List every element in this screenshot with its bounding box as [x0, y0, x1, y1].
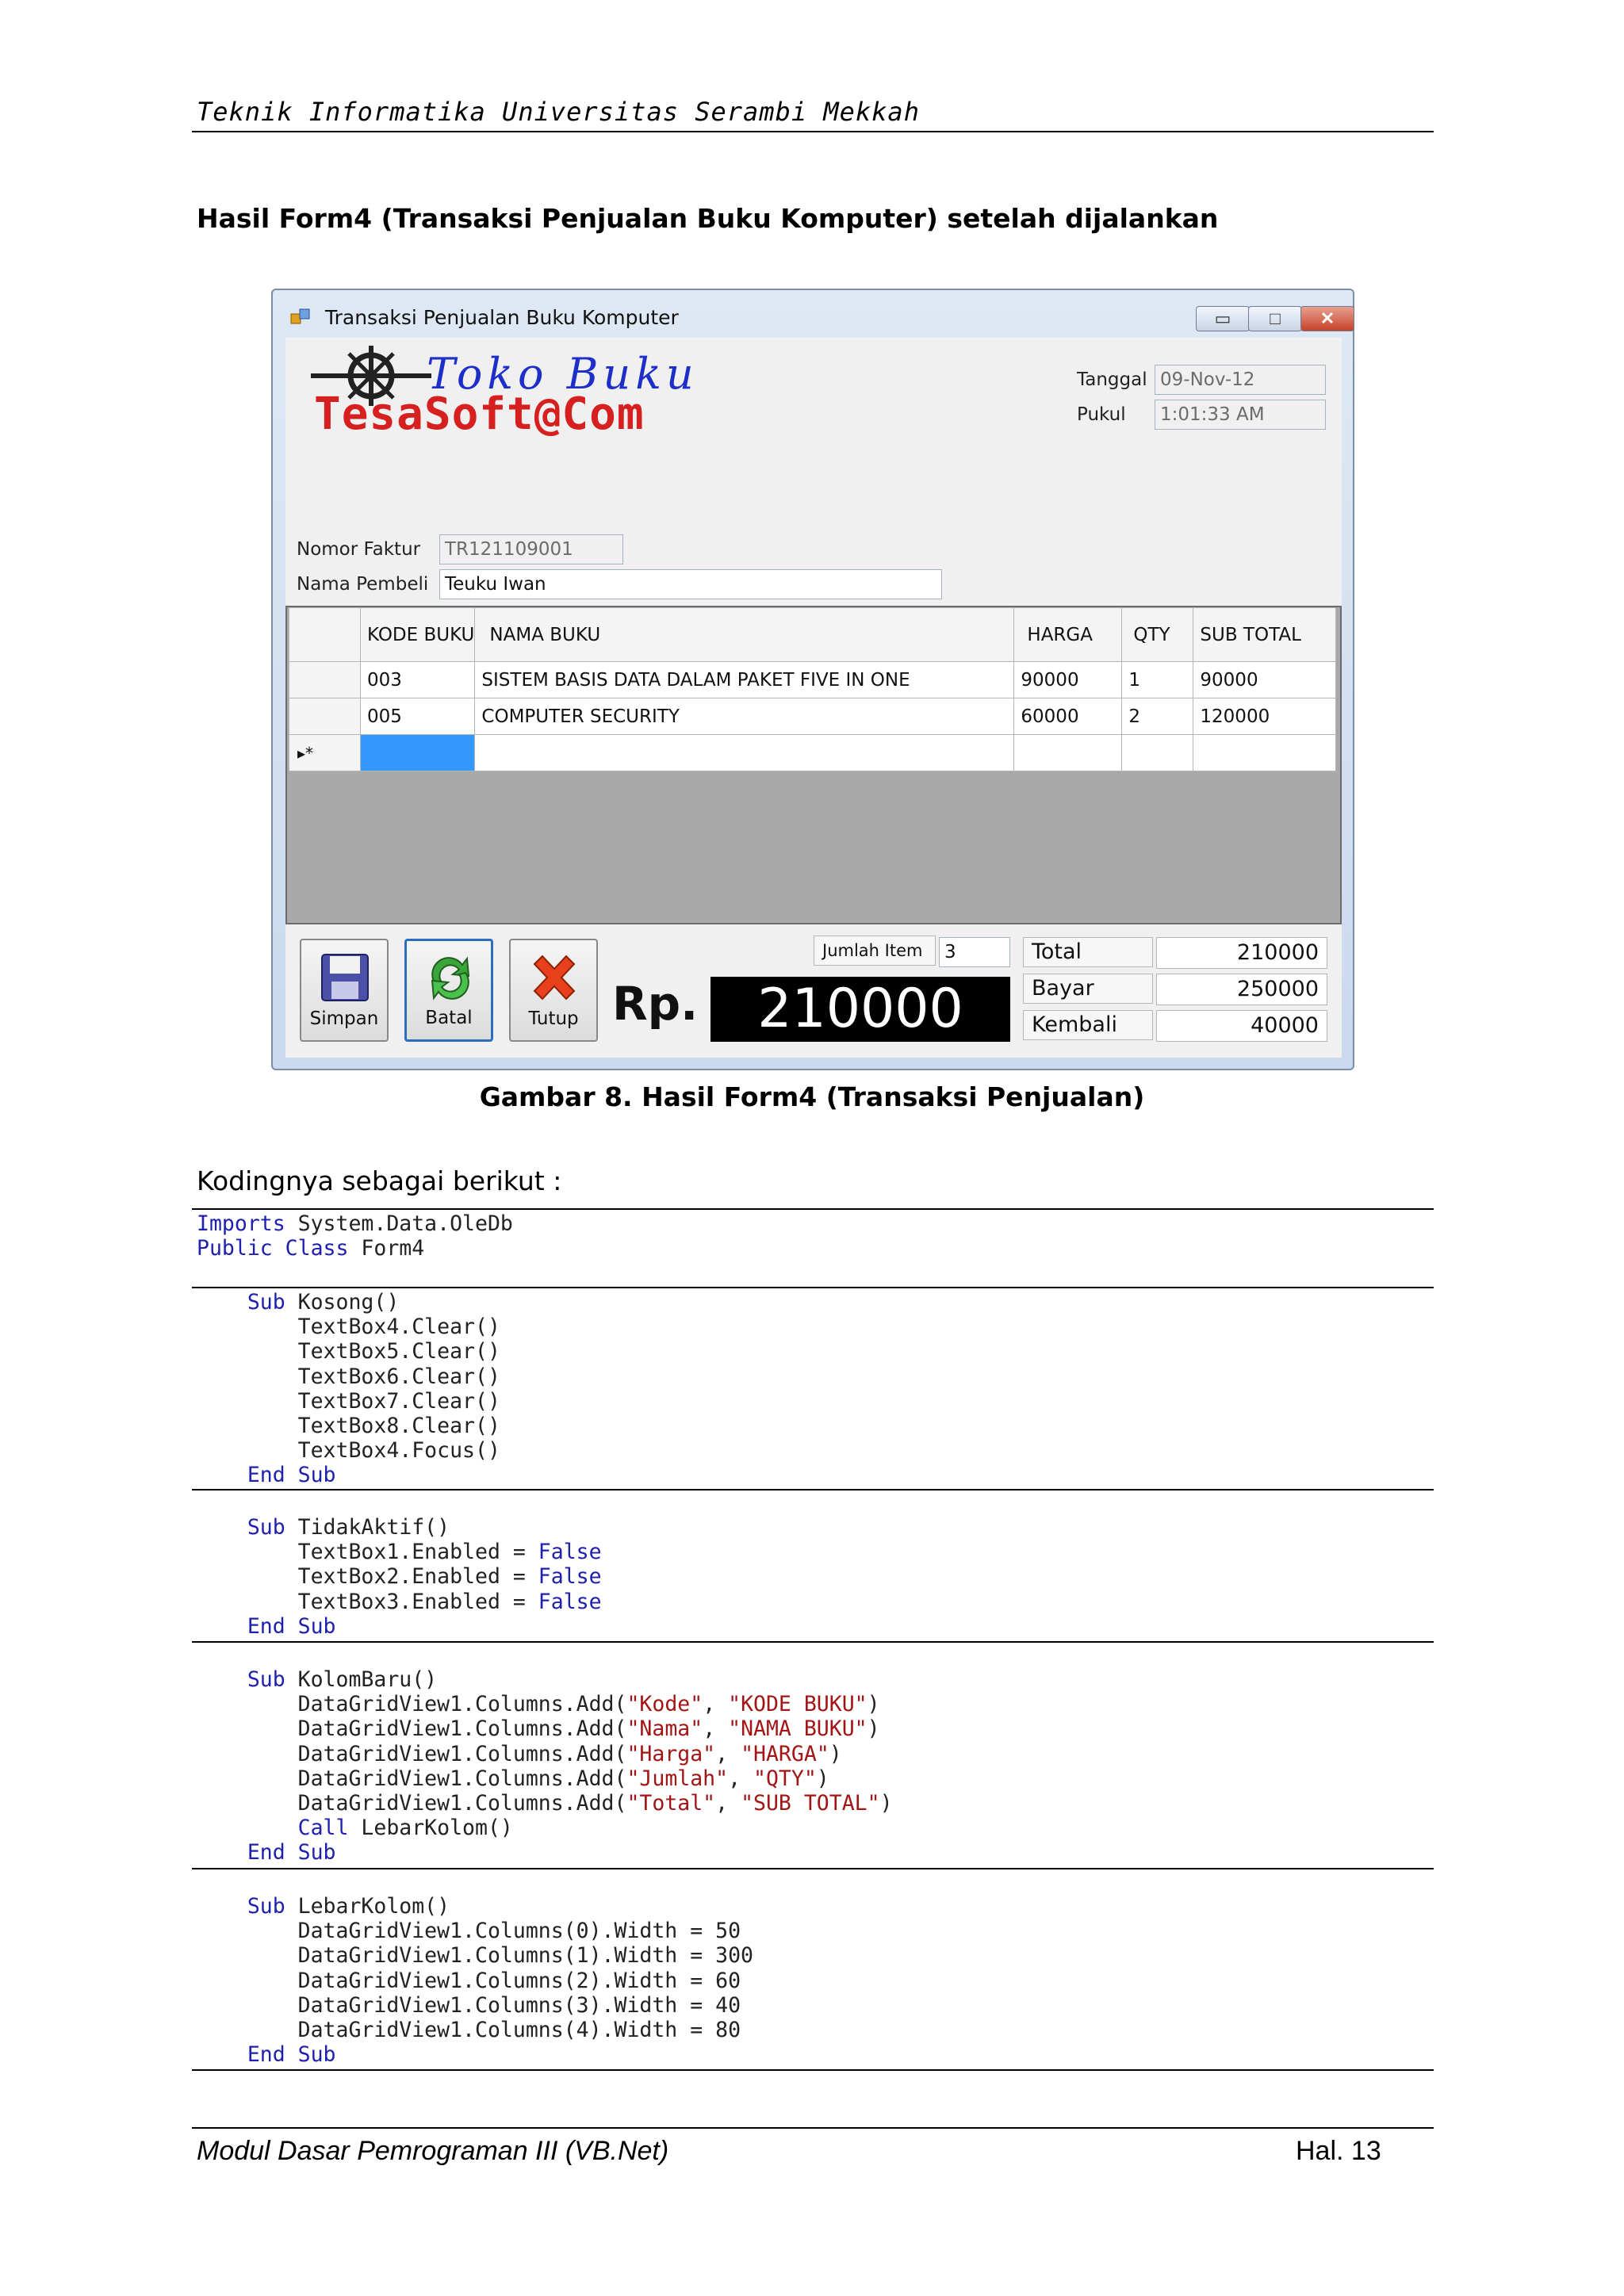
floppy-disk-icon: [319, 951, 371, 1004]
grid-corner-header: [289, 608, 361, 662]
nomor-faktur-label: Nomor Faktur: [297, 539, 421, 560]
column-header-subtotal[interactable]: [1193, 608, 1336, 662]
total-label: Total: [1023, 937, 1153, 967]
close-button[interactable]: ✕: [1300, 306, 1354, 331]
tanggal-field[interactable]: 09-Nov-12: [1155, 365, 1326, 395]
column-header-subtotal-label: SUB TOTAL: [1200, 624, 1301, 645]
kembali-field[interactable]: 40000: [1156, 1010, 1327, 1042]
cell-nama[interactable]: COMPUTER SECURITY: [475, 698, 1014, 735]
total-field[interactable]: 210000: [1156, 937, 1327, 969]
column-header-harga-label: HARGA: [1027, 624, 1093, 645]
minimize-button[interactable]: ▭: [1196, 306, 1250, 331]
rp-label: Rp.: [612, 977, 699, 1031]
code-block-tidakaktif: Sub TidakAktif() TextBox1.Enabled = False TextBox2.Enabled = False TextBox3.Enabled = False End Sub: [197, 1515, 602, 1639]
code-line: Public Class Form4: [197, 1236, 425, 1261]
code-divider: [192, 1641, 1434, 1643]
tanggal-label: Tanggal: [1077, 369, 1147, 390]
cell-nama[interactable]: SISTEM BASIS DATA DALAM PAKET FIVE IN ONE: [475, 662, 1014, 698]
data-grid[interactable]: [285, 606, 1342, 924]
batal-button[interactable]: [404, 939, 493, 1042]
code-block-lebarkolom: Sub LebarKolom() DataGridView1.Columns(0).Width = 50 DataGridView1.Columns(1).Width = 300 DataGridView1.Columns(2).Width = 60 DataGridView1.Columns(3).Width = 40 DataGridView1.Columns(4).Width = 80 End Sub: [197, 1894, 753, 2068]
jumlah-item-field[interactable]: 3: [939, 937, 1010, 967]
column-header-nama[interactable]: [475, 608, 1014, 662]
pukul-field[interactable]: 1:01:33 AM: [1155, 400, 1326, 430]
footer-divider: [192, 2127, 1434, 2129]
logo-toko-buku: Toko Buku: [427, 349, 699, 399]
simpan-label: Simpan: [309, 1008, 379, 1029]
cell-subtotal[interactable]: 90000: [1193, 662, 1336, 698]
simpan-button[interactable]: [300, 939, 389, 1042]
bayar-field[interactable]: 250000: [1156, 974, 1327, 1005]
column-header-qty[interactable]: [1122, 608, 1193, 662]
pukul-label: Pukul: [1077, 404, 1126, 425]
nama-pembeli-label: Nama Pembeli: [297, 574, 429, 595]
cell-harga-new[interactable]: [1014, 735, 1122, 771]
page-header: Teknik Informatika Universitas Serambi Mekkah: [197, 97, 920, 127]
new-row[interactable]: [289, 735, 1336, 771]
new-row-marker[interactable]: ▸*: [289, 735, 361, 771]
code-divider: [192, 1489, 1434, 1490]
kembali-label: Kembali: [1023, 1010, 1153, 1040]
maximize-button[interactable]: □: [1248, 306, 1302, 331]
tutup-label: Tutup: [528, 1008, 579, 1029]
footer-page-number: Hal. 13: [1296, 2136, 1381, 2166]
footer-module-title: Modul Dasar Pemrograman III (VB.Net): [197, 2136, 669, 2166]
rp-display: 210000: [710, 977, 1010, 1042]
code-divider: [192, 1208, 1434, 1210]
row-header[interactable]: [289, 698, 361, 735]
refresh-icon: [424, 952, 477, 1004]
code-line: Imports System.Data.OleDb: [197, 1211, 513, 1236]
header-divider: [192, 131, 1434, 132]
cell-harga[interactable]: 60000: [1014, 698, 1122, 735]
code-block-kolombaru: Sub KolomBaru() DataGridView1.Columns.Add("Kode", "KODE BUKU") DataGridView1.Columns.Add("Nama", "NAMA BUKU") DataGridView1.Columns.Add("Harga", "HARGA") DataGridView1.Columns.Add("Jumlah", "QTY") DataGridView1.Columns.Add("Total", "SUB TOTAL") Call LebarKolom() End Sub: [197, 1667, 893, 1866]
cell-kode-new[interactable]: [361, 735, 475, 771]
app-icon: [290, 308, 311, 325]
nama-pembeli-field[interactable]: Teuku Iwan: [439, 569, 942, 599]
cell-qty[interactable]: 2: [1122, 698, 1193, 735]
cell-nama-new[interactable]: [475, 735, 1014, 771]
form4-window: [271, 289, 1354, 1070]
cell-subtotal[interactable]: 120000: [1193, 698, 1336, 735]
tutup-button[interactable]: [509, 939, 598, 1042]
column-header-kode-label: KODE BUKU: [367, 624, 475, 645]
code-block-kosong: Sub Kosong() TextBox4.Clear() TextBox5.Clear() TextBox6.Clear() TextBox7.Clear() TextBox8.Clear() TextBox4.Focus() End Sub: [197, 1290, 500, 1488]
cell-qty-new[interactable]: [1122, 735, 1193, 771]
cell-kode[interactable]: 003: [361, 662, 475, 698]
window-title: Transaksi Penjualan Buku Komputer: [325, 306, 679, 329]
code-divider: [192, 1287, 1434, 1288]
column-header-qty-label: QTY: [1133, 624, 1170, 645]
bayar-label: Bayar: [1023, 974, 1153, 1004]
grid-table: [289, 607, 1336, 771]
close-x-icon: [528, 951, 580, 1004]
figure-caption: Gambar 8. Hasil Form4 (Transaksi Penjualan): [479, 1081, 1145, 1112]
logo-tesasoft: TesaSoft@Com: [314, 388, 645, 440]
column-header-kode[interactable]: [361, 608, 475, 662]
cell-subtotal-new[interactable]: [1193, 735, 1336, 771]
cell-harga[interactable]: 90000: [1014, 662, 1122, 698]
row-header[interactable]: [289, 662, 361, 698]
cell-qty[interactable]: 1: [1122, 662, 1193, 698]
table-row[interactable]: [289, 662, 1336, 698]
nomor-faktur-field[interactable]: TR121109001: [439, 534, 623, 564]
table-row[interactable]: [289, 698, 1336, 735]
cell-kode[interactable]: 005: [361, 698, 475, 735]
grid-header-row: [289, 608, 1336, 662]
batal-label: Batal: [425, 1008, 473, 1028]
column-header-nama-label: NAMA BUKU: [489, 624, 601, 645]
code-block-imports: [197, 1211, 513, 1261]
jumlah-item-label: Jumlah Item: [814, 936, 936, 966]
code-intro: Kodingnya sebagai berikut :: [197, 1165, 562, 1196]
code-divider: [192, 1868, 1434, 1869]
window-titlebar[interactable]: [273, 290, 1353, 336]
column-header-harga[interactable]: [1014, 608, 1122, 662]
code-divider: [192, 2069, 1434, 2071]
section-title: Hasil Form4 (Transaksi Penjualan Buku Komputer) setelah dijalankan: [197, 203, 1219, 234]
